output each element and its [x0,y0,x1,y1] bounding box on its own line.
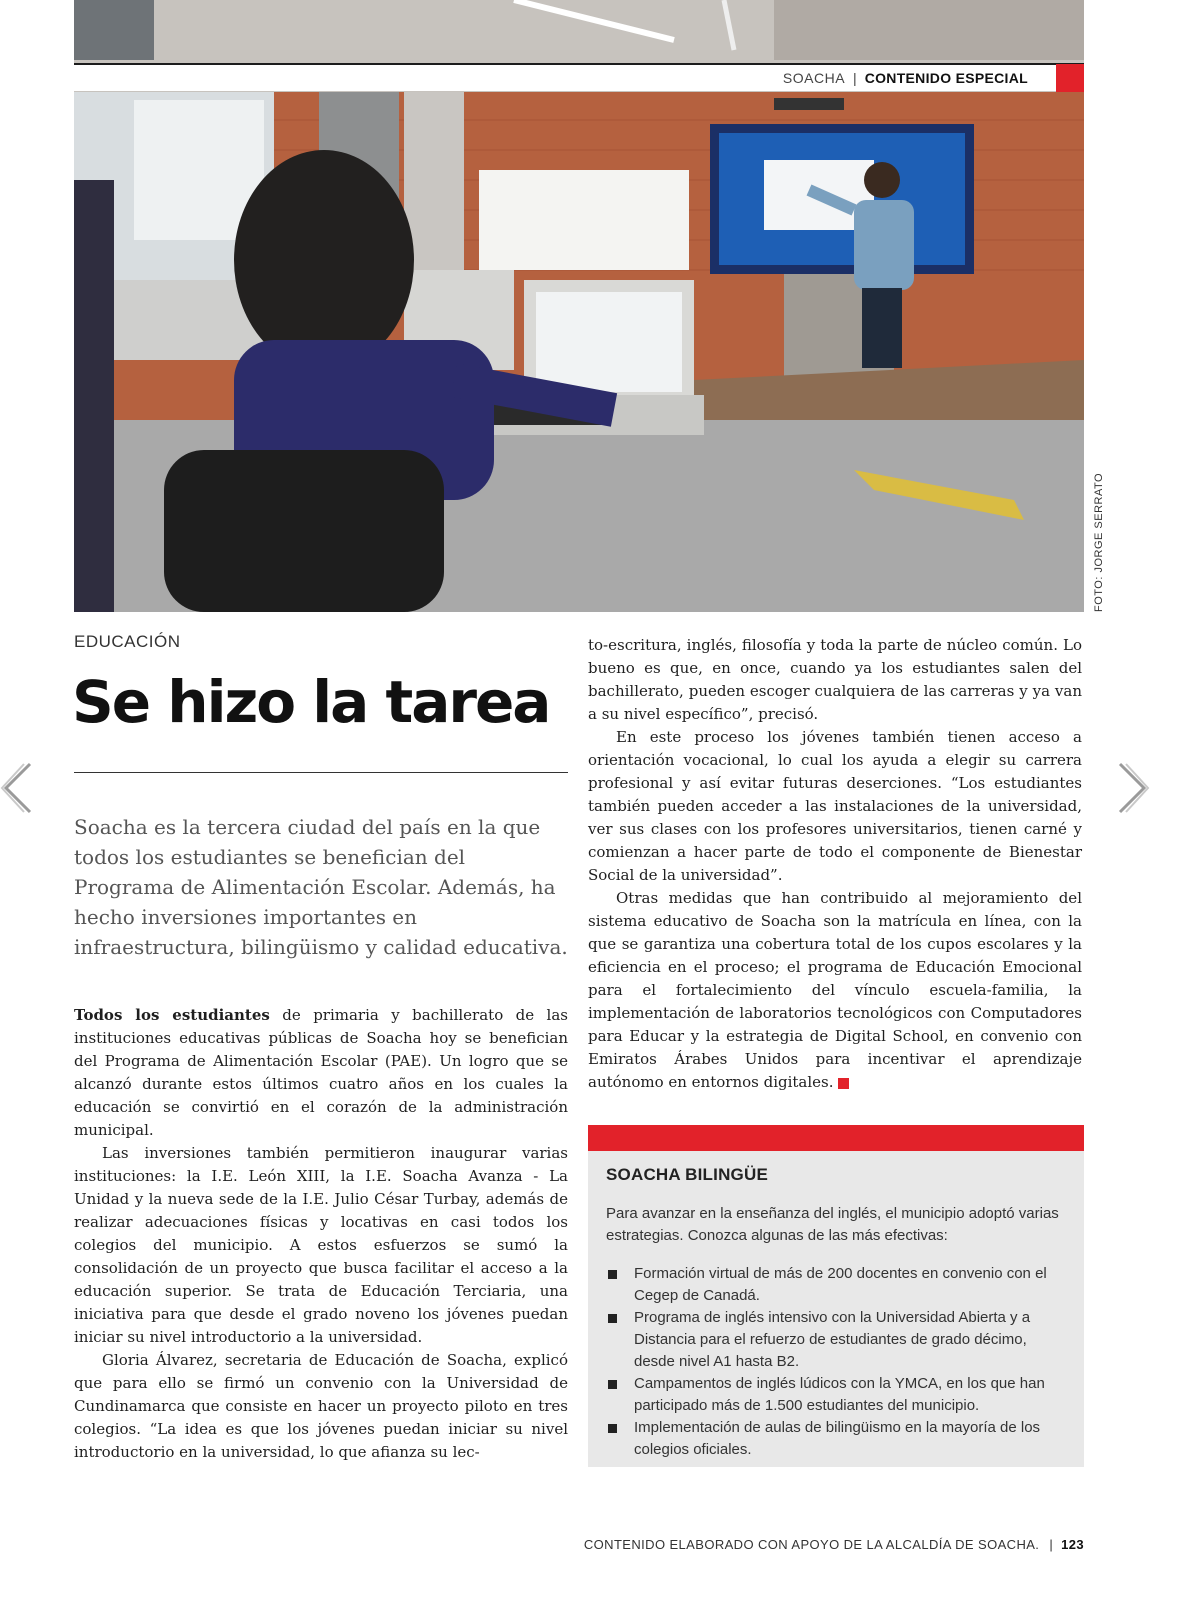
bullet-icon [608,1380,617,1389]
header-separator: | [853,70,857,86]
classroom-photo-illustration [74,0,1084,612]
bullet-icon [608,1314,617,1323]
special-content-label: CONTENIDO ESPECIAL [864,70,1028,86]
article-headline: Se hizo la tarea [72,668,550,736]
section-name: SOACHA [782,70,846,86]
footer-credit: CONTENIDO ELABORADO CON APOYO DE LA ALCALDÍA DE SOACHA. [583,1537,1040,1552]
paragraph-1 [74,1004,568,1142]
chevron-right-icon[interactable] [1114,760,1150,816]
accent-block [1056,64,1084,92]
footer-separator: | [1049,1537,1054,1552]
article-lead: Soacha es la tercera ciudad del país en la que todos los estudiantes se benefician del Programa de Alimentación Escolar. Además, ha hecho inversiones importantes en infraestructura, bilingüismo y calidad educativa. [74,815,568,959]
box-title: SOACHA BILINGÜE [606,1165,768,1184]
box-list [606,1263,1066,1461]
paragraph-5 [588,887,1082,1094]
list-item-text: Implementación de aulas de bilingüismo en la mayoría de los colegios oficiales. [634,1419,1041,1458]
paragraph-2: Las inversiones también permitieron inaugurar varias instituciones: la I.E. León XIII, la I.E. Soacha Avanza - La Unidad y la nueva sede de la I.E. Julio César Turbay, además de realizar adecuaciones físicas y locativas en casi todos los colegios del municipio. A estos esfuerzos se sumó la consolidación de un proyecto que busca facilitar el acceso a la educación superior. Se trata de Educación Terciaria, una iniciativa para que desde el grado noveno los jóvenes puedan iniciar su nivel introductorio a la universidad. [74,1144,568,1346]
paragraph-5-text: Otras medidas que han contribuido al mejoramiento del sistema educativo de Soacha son la matrícula en línea, con la que se garantiza una cobertura total de los cupos escolares y la eficiencia en el proceso; el programa de Educación Emocional para el fortalecimiento del vínculo escuela-familia, la implementación de laboratorios tecnológicos con Computadores para Educar y la estrategia de Digital School, en convenio con Emiratos Árabes Unidos para incentivar el aprendizaje autónomo en entornos digitales. [588,889,1082,1091]
bilingual-box [588,1151,1084,1467]
paragraph-3-continued: to-escritura, inglés, filosofía y toda la parte de núcleo común. Lo bueno es que, en once, cuando ya los estudiantes salen del bachillerato, pueden escoger cualquiera de las carreras y ya van a su nivel específico”, precisó. [588,636,1082,723]
bullet-icon [608,1270,617,1279]
chevron-left-icon[interactable] [0,760,36,816]
section-header [74,63,1084,91]
page-number: 123 [1061,1537,1084,1552]
paragraph-1-lead-in: Todos los estudiantes [74,1006,270,1024]
bullet-icon [608,1424,617,1433]
end-of-article-mark [838,1078,849,1089]
box-accent-bar [588,1125,1084,1151]
paragraph-3: Gloria Álvarez, secretaria de Educación de Soacha, explicó que para ello se firmó un convenio con la Universidad de Cundinamarca que consiste en hacer un proyecto piloto en tres colegios. “La idea es que los jóvenes puedan iniciar su nivel introductorio en la universidad, lo que afianza su lec- [74,1351,568,1461]
list-item-text: Programa de inglés intensivo con la Universidad Abierta y a Distancia para el refuerzo de estudiantes de grado décimo, desde nivel A1 hasta B2. [634,1309,1031,1370]
article-body-left [74,1004,568,1464]
list-item [606,1373,1066,1417]
list-item [606,1263,1066,1307]
box-intro: Para avanzar en la enseñanza del inglés, el municipio adoptó varias estrategias. Conozca algunas de las más efectivas: [606,1205,1059,1244]
paragraph-1-text: de primaria y bachillerato de las instituciones educativas públicas de Soacha hoy se benefician del Programa de Alimentación Escolar (PAE). Un logro que se alcanzó durante estos últimos cuatro años en los cuales la educación se convirtió en el corazón de la administración municipal. [74,1006,568,1139]
article-kicker: EDUCACIÓN [74,632,181,651]
headline-rule [74,772,568,773]
list-item-text: Formación virtual de más de 200 docentes en convenio con el Cegep de Canadá. [634,1265,1047,1304]
classroom-photo [74,0,1084,612]
article-body-right [588,634,1082,1094]
list-item-text: Campamentos de inglés lúdicos con la YMCA, en los que han participado más de 1.500 estudiantes del municipio. [634,1375,1045,1414]
photo-credit: FOTO: JORGE SERRATO [1093,472,1105,612]
list-item [606,1417,1066,1461]
page-footer [500,1537,1084,1552]
paragraph-4: En este proceso los jóvenes también tienen acceso a orientación vocacional, lo cual los ayuda a elegir su carrera profesional y así evitar futuras deserciones. “Los estudiantes también pueden acceder a las instalaciones de la universidad, ver sus clases con los profesores universitarios, tienen carné y comienzan a hacer parte de todo el componente de Bienestar Social de la universidad”. [588,728,1082,884]
list-item [606,1307,1066,1373]
